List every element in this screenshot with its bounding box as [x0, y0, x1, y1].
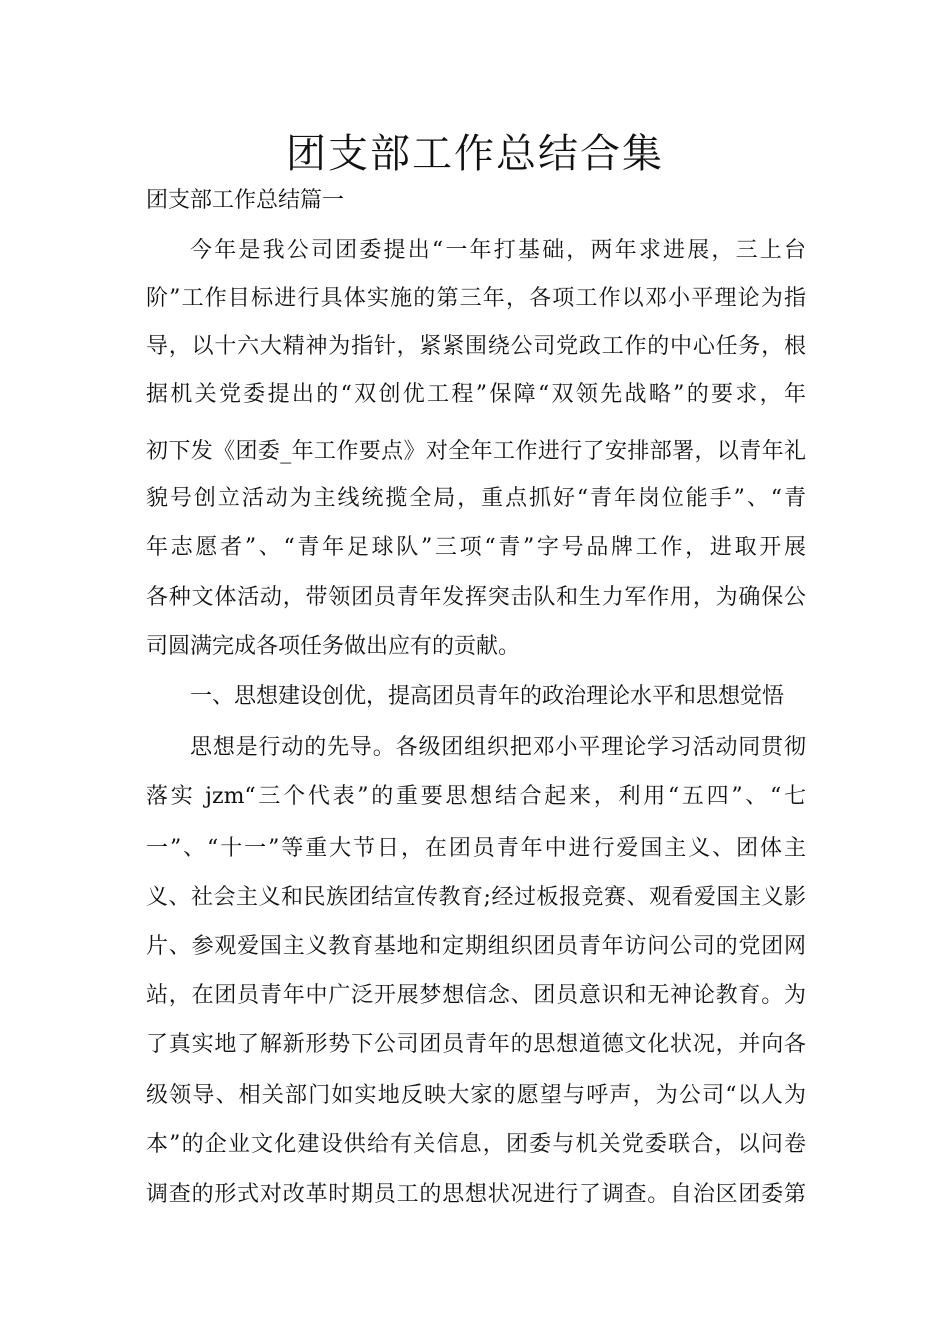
paragraph-line: 导，以十六大精神为指针，紧紧围绕公司党政工作的中心任务，根	[146, 334, 806, 359]
paragraph-line: 站，在团员青年中广泛开展梦想信念、团员意识和无神论教育。为	[146, 983, 806, 1008]
paragraph-line: 一”、“十一”等重大节日，在团员青年中进行爱国主义、团体主	[146, 836, 806, 861]
paragraph-line: 本”的企业文化建设供给有关信息，团委与机关党委联合，以问卷	[146, 1132, 806, 1157]
paragraph-line: 调查的形式对改革时期员工的思想状况进行了调查。自治区团委第	[146, 1182, 806, 1207]
paragraph-line: 片、参观爱国主义教育基地和定期组织团员青年访问公司的党团网	[146, 934, 806, 959]
document-title: 团支部工作总结合集	[286, 131, 664, 177]
paragraph-line: 司圆满完成各项任务做出应有的贡献。	[146, 634, 521, 659]
paragraph-line: 了真实地了解新形势下公司团员青年的思想道德文化状况，并向各	[146, 1032, 806, 1057]
paragraph-line: 级领导、相关部门如实地反映大家的愿望与呼声，为公司“以人为	[146, 1083, 806, 1108]
paragraph-line: 初下发《团委_年工作要点》对全年工作进行了安排部署，以青年礼	[146, 439, 806, 464]
paragraph-line: 思想是行动的先导。各级团组织把邓小平理论学习活动同贯彻	[190, 735, 806, 760]
paragraph-line: 义、社会主义和民族团结宣传教育;经过板报竞赛、观看爱国主义影	[146, 885, 806, 910]
paragraph-line: 今年是我公司团委提出“一年打基础，两年求进展，三上台	[190, 238, 806, 263]
paragraph-line: 各种文体活动，带领团员青年发挥突击队和生力军作用，为确保公	[146, 585, 806, 610]
paragraph-line: 阶”工作目标进行具体实施的第三年，各项工作以邓小平理论为指	[146, 286, 806, 311]
paragraph-line: 貌号创立活动为主线统揽全局，重点抓好“青年岗位能手”、“青	[146, 486, 806, 511]
section-heading: 团支部工作总结篇一	[146, 188, 345, 213]
paragraph-line: 据机关党委提出的“双创优工程”保障“双领先战略”的要求，年	[146, 382, 806, 407]
section-heading-line: 一、思想建设创优，提高团员青年的政治理论水平和思想觉悟	[190, 684, 785, 709]
paragraph-line: 年志愿者”、“青年足球队”三项“青”字号品牌工作，进取开展	[146, 535, 806, 560]
paragraph-line: 落实 jzm“三个代表”的重要思想结合起来，利用“五四”、“七	[146, 784, 806, 809]
